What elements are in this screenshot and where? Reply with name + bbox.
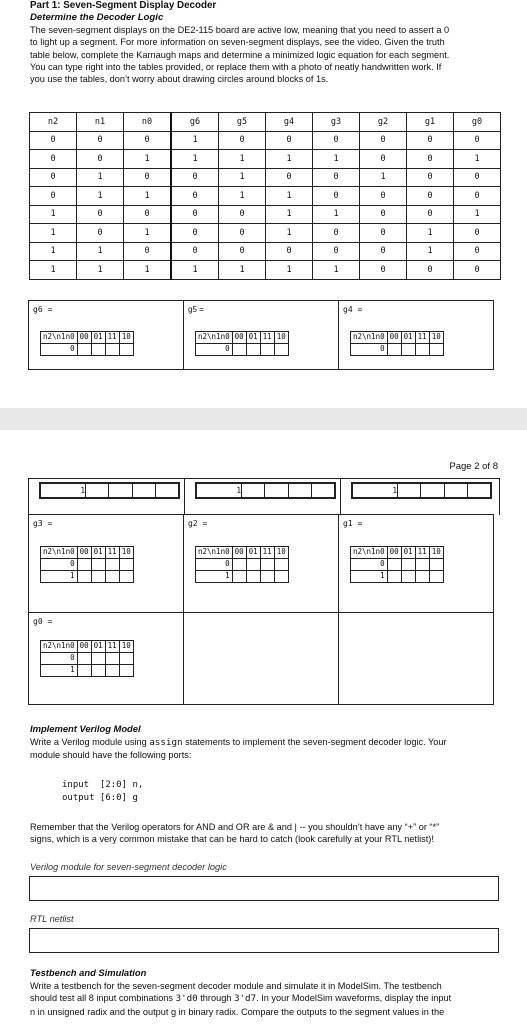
kmap-entry[interactable] — [387, 344, 401, 356]
truth-table-row — [30, 187, 501, 206]
kmap-entry[interactable] — [421, 484, 444, 498]
kmap-entry[interactable] — [77, 571, 91, 583]
kmap-col-header: 11 — [105, 547, 119, 559]
section-subtitle: Determine the Decoder Logic — [30, 12, 164, 23]
verilog-module-label: Verilog module for seven-segment decoder logic — [30, 862, 227, 872]
truth-table-cell[interactable]: 0 — [407, 205, 454, 224]
kmap-cell-g4 — [339, 301, 494, 370]
kmap-cell-g3 — [29, 515, 184, 613]
truth-table-cell[interactable]: 0 — [219, 224, 266, 243]
header-cell: g3 — [313, 113, 360, 132]
kmap-entry[interactable] — [77, 344, 91, 356]
kmap-entry[interactable] — [86, 484, 109, 498]
verilog-module-answer-box[interactable] — [29, 876, 499, 901]
truth-table-row — [30, 242, 501, 261]
kmap-cell-g6 — [29, 301, 184, 370]
rtl-netlist-answer-box[interactable] — [29, 928, 499, 953]
truth-table-cell[interactable]: 0 — [454, 187, 501, 206]
kmap-entry[interactable] — [274, 559, 288, 571]
kmap-col-header: 01 — [246, 547, 260, 559]
truth-table-cell[interactable]: 0 — [171, 187, 219, 206]
truth-table-cell[interactable]: 1 — [407, 224, 454, 243]
kmap-label: g2 = — [188, 519, 208, 528]
kmap-entry[interactable] — [274, 344, 288, 356]
intro-line: The seven-segment displays on the DE2-115 board are active low, meaning that you need to assert a 0 — [30, 25, 450, 35]
kmap-entry[interactable] — [260, 559, 274, 571]
kmap-cell-g5 — [184, 301, 339, 370]
truth-table-cell[interactable]: 0 — [30, 150, 77, 169]
kmap-label: g4 = — [343, 305, 363, 314]
kmap-col-header: 11 — [415, 547, 429, 559]
verilog-section-title: Implement Verilog Model — [30, 723, 141, 734]
truth-table-cell[interactable]: 0 — [77, 224, 124, 243]
verilog-instructions — [30, 736, 498, 762]
kmap-cell-empty — [184, 613, 339, 705]
kmap-corner: n2\n1n0 — [196, 547, 233, 559]
kmap-entry[interactable] — [467, 484, 490, 498]
truth-table-cell[interactable]: 0 — [77, 150, 124, 169]
kmap-entry[interactable] — [260, 344, 274, 356]
kmap-grid-page1 — [28, 300, 494, 370]
kmap-corner: n2\n1n0 — [41, 547, 78, 559]
truth-table-cell[interactable]: 1 — [171, 131, 219, 150]
truth-table-cell[interactable]: 0 — [266, 168, 313, 187]
truth-table-cell[interactable]: 1 — [77, 261, 124, 280]
kmap-entry[interactable] — [109, 484, 132, 498]
kmap-entry[interactable] — [119, 559, 133, 571]
port-line: input [2:0] n, — [62, 780, 144, 790]
kmap-entry[interactable] — [401, 344, 415, 356]
truth-table-cell[interactable]: 0 — [360, 205, 407, 224]
truth-table-cell[interactable]: 1 — [454, 205, 501, 224]
kmap-col-header: 00 — [232, 547, 246, 559]
testbench-line: Write a testbench for the seven-segment decoder module and simulate it in ModelSim. The testbench — [30, 981, 442, 991]
kmap-entry[interactable] — [429, 571, 443, 583]
kmap-table[interactable] — [40, 640, 134, 677]
truth-table-cell[interactable]: 1 — [77, 168, 124, 187]
kmap-label: g1 = — [343, 519, 363, 528]
intro-line: table below, complete the Karnaugh maps and determine a minimized logic equation for each segment. — [30, 49, 450, 60]
truth-table-cell[interactable]: 1 — [219, 150, 266, 169]
header-cell: n0 — [124, 113, 172, 132]
kmap-col-header: 10 — [274, 547, 288, 559]
truth-table[interactable] — [29, 112, 501, 280]
header-cell: n2 — [30, 113, 77, 132]
kmap-cell-g1 — [339, 515, 494, 613]
kmap-table[interactable] — [195, 546, 289, 583]
testbench-instructions — [30, 980, 498, 1018]
truth-table-cell[interactable]: 1 — [30, 205, 77, 224]
truth-table-cell[interactable]: 0 — [454, 261, 501, 280]
truth-table-cell[interactable]: 1 — [266, 150, 313, 169]
kmap-col-header: 00 — [387, 547, 401, 559]
truth-table-cell[interactable]: 1 — [77, 187, 124, 206]
truth-table-cell[interactable]: 0 — [454, 131, 501, 150]
kmap-entry[interactable] — [155, 484, 178, 498]
document-page-2 — [0, 430, 527, 1024]
truth-table-cell[interactable]: 1 — [266, 261, 313, 280]
kmap-col-header: 01 — [401, 332, 415, 344]
truth-table-cell[interactable]: 0 — [124, 131, 172, 150]
kmap-entry[interactable] — [311, 484, 334, 498]
truth-table-cell[interactable]: 0 — [454, 242, 501, 261]
kmap-entry[interactable] — [387, 571, 401, 583]
kmap-col-header: 00 — [77, 641, 91, 653]
kmap-table[interactable] — [40, 546, 134, 583]
kmap-table[interactable] — [40, 331, 134, 356]
kmap-entry[interactable] — [444, 484, 467, 498]
reminder-line: signs, which is a very common mistake that can be hard to catch (look carefully at your RTL netlist)! — [30, 834, 434, 845]
kmap-entry[interactable] — [91, 653, 105, 665]
kmap-entry[interactable] — [119, 344, 133, 356]
kmap-entry[interactable] — [105, 571, 119, 583]
truth-table-cell[interactable]: 0 — [30, 187, 77, 206]
truth-table-cell[interactable]: 1 — [266, 187, 313, 206]
kmap-table[interactable] — [350, 546, 444, 583]
truth-table-cell[interactable]: 1 — [30, 242, 77, 261]
kmap-entry[interactable] — [119, 665, 133, 677]
kmap-col-header: 10 — [119, 547, 133, 559]
truth-table-cell[interactable]: 0 — [124, 205, 172, 224]
testbench-line — [30, 992, 498, 1005]
kmap-row-header: 0 — [196, 344, 233, 356]
kmap-col-header: 11 — [415, 332, 429, 344]
kmap-row-header: 1 — [351, 571, 388, 583]
kmap-row-header: 0 — [351, 344, 388, 356]
kmap-table[interactable] — [350, 331, 444, 356]
intro-line: you use the tables, don’t worry about drawing circles around blocks of 1s. — [30, 74, 329, 85]
kmap-entry[interactable] — [387, 559, 401, 571]
truth-table-row — [30, 150, 501, 169]
kmap-col-header: 11 — [260, 547, 274, 559]
reminder-line: Remember that the Verilog operators for AND and OR are & and | -- you shouldn’t have any “+” or “*” — [30, 822, 440, 832]
truth-table-cell[interactable]: 0 — [313, 168, 360, 187]
kmap-grid-page2 — [28, 514, 494, 705]
kmap-row-header: 0 — [41, 559, 78, 571]
kmap-continuation-row[interactable] — [39, 482, 180, 499]
truth-table-cell[interactable]: 0 — [313, 187, 360, 206]
truth-table-cell[interactable]: 0 — [360, 150, 407, 169]
kmap-row-header: 0 — [196, 559, 233, 571]
truth-table-cell[interactable]: 1 — [266, 205, 313, 224]
kmap-entry[interactable] — [246, 344, 260, 356]
kmap-col-header: 01 — [91, 547, 105, 559]
truth-table-cell[interactable]: 0 — [30, 168, 77, 187]
truth-table-cell[interactable]: 1 — [30, 261, 77, 280]
kmap-col-header: 10 — [274, 332, 288, 344]
kmap-corner: n2\n1n0 — [351, 332, 388, 344]
kmap-entry[interactable] — [91, 571, 105, 583]
kmap-label: g3 = — [33, 519, 53, 528]
truth-table-row — [30, 261, 501, 280]
truth-table-cell[interactable]: 0 — [407, 168, 454, 187]
header-cell: g5 — [219, 113, 266, 132]
kmap-entry[interactable] — [260, 571, 274, 583]
truth-table-cell[interactable]: 1 — [313, 205, 360, 224]
kmap-entry[interactable] — [246, 559, 260, 571]
truth-table-cell[interactable]: 0 — [313, 242, 360, 261]
kmap-continuation-row[interactable] — [351, 482, 492, 499]
header-cell: g2 — [360, 113, 407, 132]
truth-table-row — [30, 131, 501, 150]
truth-table-cell[interactable]: 0 — [313, 131, 360, 150]
kmap-col-header: 10 — [429, 547, 443, 559]
kmap-corner: n2\n1n0 — [41, 641, 78, 653]
truth-table-cell[interactable]: 1 — [77, 242, 124, 261]
document-page-1 — [0, 0, 527, 408]
truth-table-cell[interactable]: 1 — [313, 261, 360, 280]
header-cell: g0 — [454, 113, 501, 132]
verilog-line: module should have the following ports: — [30, 750, 192, 761]
kmap-cell-g2 — [184, 515, 339, 613]
kmap-row-header: 1 — [41, 484, 86, 498]
truth-table-cell[interactable]: 0 — [360, 242, 407, 261]
testbench-section-title: Testbench and Simulation — [30, 967, 147, 978]
code-keyword: assign — [149, 737, 183, 748]
kmap-entry[interactable] — [132, 484, 155, 498]
rtl-netlist-label: RTL netlist — [30, 914, 74, 924]
truth-table-cell[interactable]: 0 — [360, 131, 407, 150]
kmap-corner: n2\n1n0 — [41, 332, 78, 344]
text-run: through — [197, 993, 234, 1004]
kmap-continuation-row[interactable] — [195, 482, 336, 499]
header-cell: g1 — [407, 113, 454, 132]
truth-table-cell[interactable]: 0 — [407, 131, 454, 150]
page-break — [0, 408, 527, 430]
kmap-col-header: 11 — [105, 641, 119, 653]
truth-table-cell[interactable]: 0 — [407, 187, 454, 206]
kmap-col-header: 10 — [119, 332, 133, 344]
kmap-entry[interactable] — [415, 344, 429, 356]
kmap-entry[interactable] — [91, 665, 105, 677]
truth-table-cell[interactable]: 0 — [360, 261, 407, 280]
kmap-col-header: 00 — [232, 332, 246, 344]
text-run: statements to implement the seven-segment decoder logic. Your — [182, 737, 447, 747]
page-number: Page 2 of 8 — [449, 461, 498, 472]
text-run: should test all 8 input combinations — [30, 993, 176, 1004]
truth-table-cell[interactable]: 1 — [219, 261, 266, 280]
port-line: output [6:0] g — [62, 793, 138, 803]
kmap-entry[interactable] — [288, 484, 311, 498]
kmap-col-header: 01 — [401, 547, 415, 559]
truth-table-cell[interactable]: 1 — [219, 187, 266, 206]
truth-table-cell[interactable]: 0 — [407, 150, 454, 169]
kmap-row-header: 1 — [353, 484, 398, 498]
text-run: Write a Verilog module using — [30, 737, 150, 747]
truth-table-cell[interactable]: 0 — [360, 224, 407, 243]
truth-table-cell[interactable]: 1 — [360, 168, 407, 187]
kmap-entry[interactable] — [77, 653, 91, 665]
kmap-row-header: 1 — [197, 484, 242, 498]
kmap-entry[interactable] — [119, 653, 133, 665]
truth-table-cell[interactable]: 1 — [266, 224, 313, 243]
kmap-entry[interactable] — [91, 344, 105, 356]
operator-reminder — [30, 821, 498, 846]
kmap-corner: n2\n1n0 — [196, 332, 233, 344]
kmap-entry[interactable] — [429, 559, 443, 571]
truth-table-cell[interactable]: 0 — [360, 187, 407, 206]
kmap-row-header: 1 — [196, 571, 233, 583]
truth-table-cell[interactable]: 1 — [313, 150, 360, 169]
truth-table-header-row — [30, 113, 501, 132]
kmap-entry[interactable] — [105, 665, 119, 677]
part-title: Part 1: Seven-Segment Display Decoder — [30, 0, 217, 11]
kmap-col-header: 01 — [91, 641, 105, 653]
kmap-entry[interactable] — [415, 559, 429, 571]
truth-table-cell[interactable]: 0 — [30, 131, 77, 150]
truth-table-row — [30, 168, 501, 187]
truth-table-cell[interactable]: 1 — [124, 261, 172, 280]
testbench-line: n in unsigned radix and the output g in binary radix. Compare the outputs to the segment values in the — [30, 1006, 445, 1017]
kmap-label: g5 = — [188, 305, 204, 314]
truth-table-cell[interactable]: 0 — [124, 168, 172, 187]
kmap-row-header: 0 — [351, 559, 388, 571]
kmap-entry[interactable] — [274, 571, 288, 583]
truth-table-cell[interactable]: 0 — [77, 205, 124, 224]
truth-table-cell[interactable]: 0 — [171, 168, 219, 187]
kmap-entry[interactable] — [77, 559, 91, 571]
kmap-col-header: 00 — [77, 332, 91, 344]
kmap-entry[interactable] — [232, 571, 246, 583]
kmap-entry[interactable] — [398, 484, 421, 498]
kmap-row-header: 1 — [41, 571, 78, 583]
kmap-entry[interactable] — [246, 571, 260, 583]
intro-line: to light up a segment. For more information on seven-segment displays, see the video. Given the truth — [30, 37, 445, 48]
truth-table-cell[interactable]: 0 — [124, 242, 172, 261]
truth-table-cell[interactable]: 0 — [77, 131, 124, 150]
truth-table-cell[interactable]: 1 — [171, 150, 219, 169]
kmap-row-header: 1 — [41, 665, 78, 677]
kmap-row-header: 0 — [41, 344, 78, 356]
kmap-entry[interactable] — [242, 484, 265, 498]
truth-table-cell[interactable]: 0 — [171, 242, 219, 261]
kmap-col-header: 10 — [119, 641, 133, 653]
truth-table-cell[interactable]: 0 — [171, 205, 219, 224]
truth-table-row — [30, 205, 501, 224]
kmap-label: g0 = — [33, 617, 53, 626]
truth-table-cell[interactable]: 1 — [124, 150, 172, 169]
code-literal: 3'd0 — [175, 993, 198, 1005]
kmap-table[interactable] — [195, 331, 289, 356]
kmap-cell-empty — [339, 613, 494, 705]
kmap-cell-g0 — [29, 613, 184, 705]
kmap-entry[interactable] — [105, 344, 119, 356]
truth-table-cell[interactable]: 0 — [454, 224, 501, 243]
kmap-entry[interactable] — [119, 571, 133, 583]
kmap-col-header: 11 — [260, 332, 274, 344]
truth-table-cell[interactable]: 0 — [171, 224, 219, 243]
truth-table-cell[interactable]: 1 — [454, 150, 501, 169]
intro-line: You can type right into the tables provided, or replace them with a photo of neatly handwritten work. If — [30, 61, 442, 72]
kmap-corner: n2\n1n0 — [351, 547, 388, 559]
kmap-entry[interactable] — [77, 665, 91, 677]
kmap-entry[interactable] — [105, 559, 119, 571]
header-cell: n1 — [77, 113, 124, 132]
truth-table-cell[interactable]: 1 — [30, 224, 77, 243]
truth-table-cell[interactable]: 0 — [266, 131, 313, 150]
kmap-col-header: 01 — [246, 332, 260, 344]
kmap-entry[interactable] — [429, 344, 443, 356]
truth-table-cell[interactable]: 0 — [219, 205, 266, 224]
kmap-row-header: 0 — [41, 653, 78, 665]
truth-table-cell[interactable]: 0 — [454, 168, 501, 187]
kmap-entry[interactable] — [105, 653, 119, 665]
intro-paragraph — [30, 24, 498, 85]
verilog-line — [30, 736, 498, 749]
kmap-entry[interactable] — [401, 571, 415, 583]
truth-table-cell[interactable]: 1 — [124, 187, 172, 206]
kmap-col-header: 00 — [77, 547, 91, 559]
kmap-entry[interactable] — [415, 571, 429, 583]
kmap-entry[interactable] — [91, 559, 105, 571]
port-declarations — [62, 779, 143, 805]
truth-table-row — [30, 224, 501, 243]
truth-table-cell[interactable]: 0 — [313, 224, 360, 243]
kmap-col-header: 01 — [91, 332, 105, 344]
kmap-entry[interactable] — [232, 559, 246, 571]
kmap-entry[interactable] — [265, 484, 288, 498]
header-cell: g6 — [171, 113, 219, 132]
truth-table-cell[interactable]: 1 — [171, 261, 219, 280]
truth-table-cell[interactable]: 1 — [124, 224, 172, 243]
truth-table-cell[interactable]: 1 — [219, 168, 266, 187]
kmap-col-header: 10 — [429, 332, 443, 344]
kmap-col-header: 00 — [387, 332, 401, 344]
text-run: . In your ModelSim waveforms, display the input — [256, 993, 452, 1004]
truth-table-cell[interactable]: 0 — [266, 242, 313, 261]
kmap-col-header: 11 — [105, 332, 119, 344]
truth-table-cell[interactable]: 0 — [219, 131, 266, 150]
kmap-label: g6 = — [33, 305, 53, 314]
code-literal: 3'd7 — [233, 993, 257, 1005]
kmap-entry[interactable] — [401, 559, 415, 571]
truth-table-cell[interactable]: 1 — [407, 242, 454, 261]
header-cell: g4 — [266, 113, 313, 132]
truth-table-cell[interactable]: 0 — [407, 261, 454, 280]
kmap-entry[interactable] — [232, 344, 246, 356]
truth-table-cell[interactable]: 0 — [219, 242, 266, 261]
